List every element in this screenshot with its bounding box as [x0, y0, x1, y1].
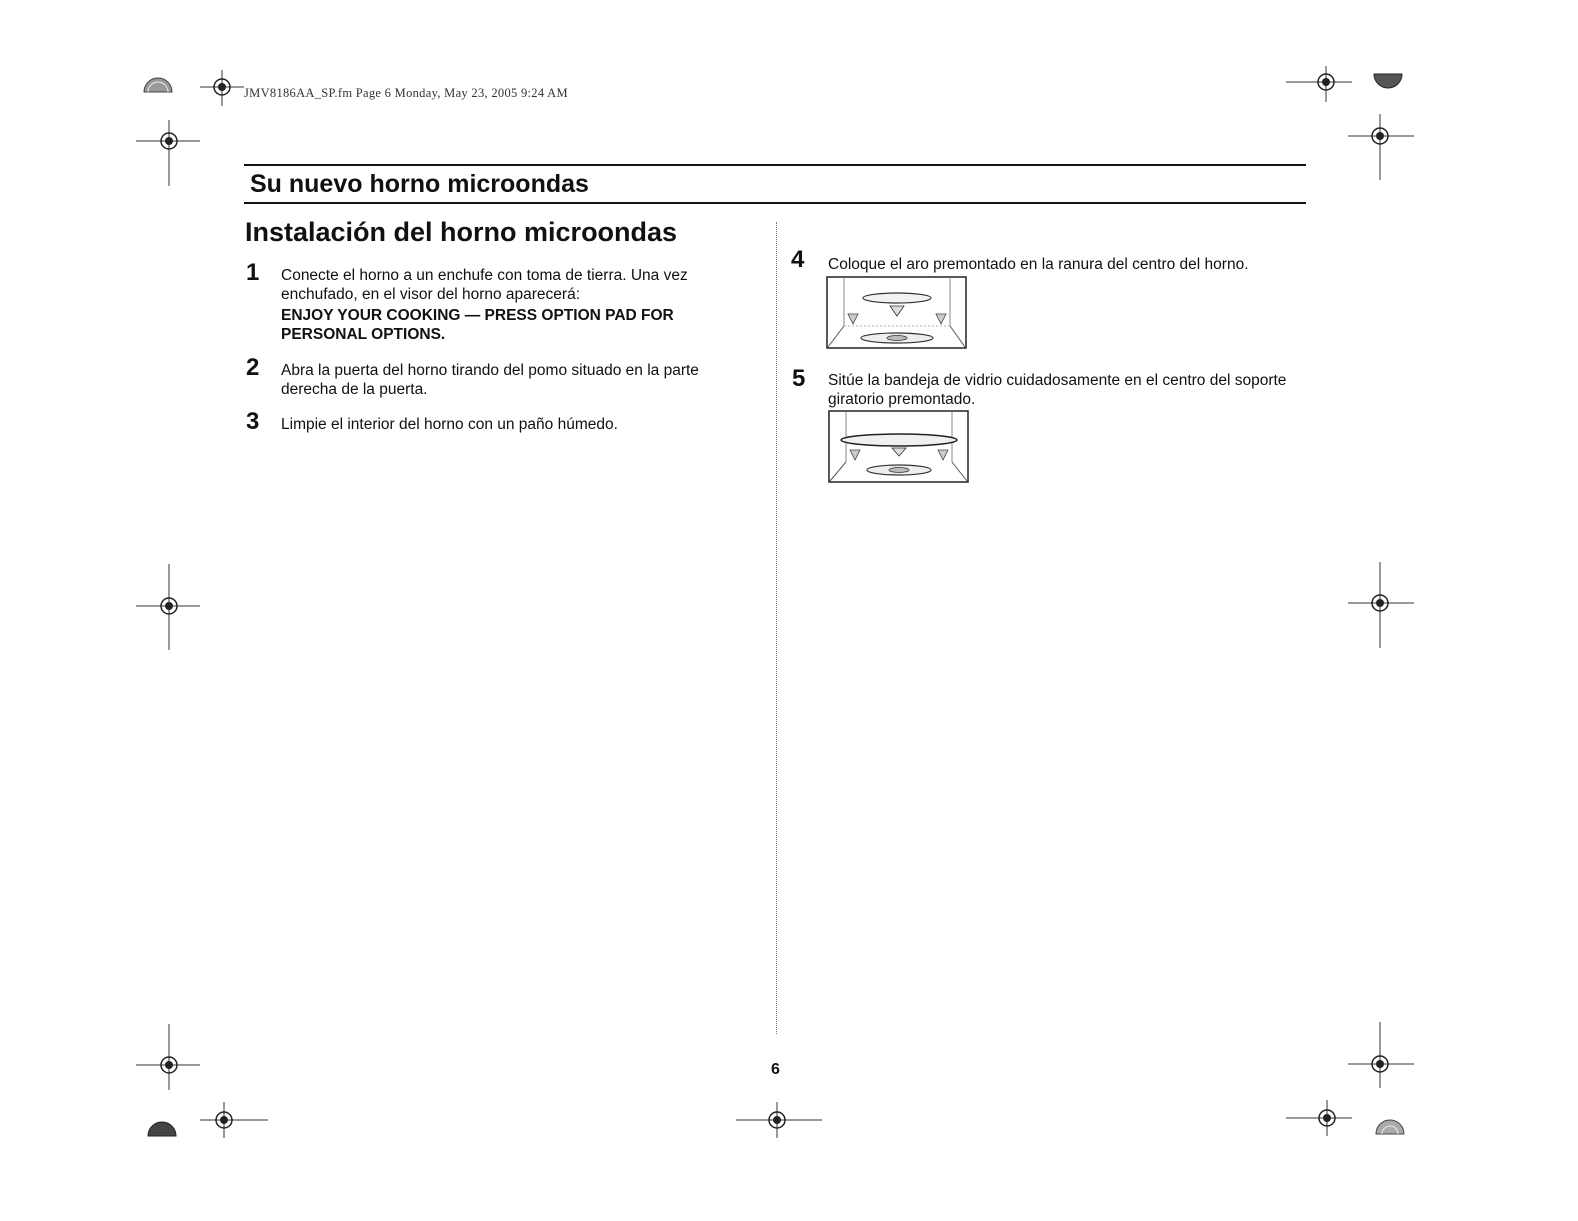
step-number: 4 [791, 246, 805, 273]
registration-mark-icon [1346, 112, 1416, 182]
registration-mark-icon [134, 1022, 204, 1092]
step-text: Conecte el horno a un enchufe con toma de tierra. Una vez enchufado, en el visor del horno aparecerá: [281, 267, 688, 303]
section-underline [244, 202, 1306, 204]
step-number: 5 [792, 365, 806, 392]
registration-mark-icon [1346, 560, 1416, 650]
registration-mark-icon [198, 1100, 270, 1140]
registration-mark-icon [134, 118, 204, 188]
registration-mark-icon [1284, 1098, 1354, 1138]
registration-mark-icon [198, 70, 248, 110]
file-header: JMV8186AA_SP.fm Page 6 Monday, May 23, 2005 9:24 AM [244, 86, 568, 100]
color-target-icon [1370, 66, 1406, 94]
step-text: Coloque el aro premontado en la ranura del centro del horno. [828, 256, 1249, 273]
step-text: Limpie el interior del horno con un paño húmedo. [281, 416, 618, 433]
column-divider [776, 222, 777, 1034]
registration-mark-icon [134, 562, 204, 652]
glass-tray-illustration [828, 410, 970, 484]
step-number: 2 [246, 354, 260, 381]
top-rule [244, 164, 1306, 166]
step-number: 1 [246, 259, 260, 286]
registration-mark-icon [1284, 64, 1354, 104]
display-message: ENJOY YOUR COOKING — PRESS OPTION PAD FOR PERSONAL OPTIONS. [281, 307, 674, 343]
ring-installation-illustration [826, 276, 968, 350]
color-target-icon [144, 1112, 180, 1140]
section-title: Su nuevo horno microondas [250, 170, 589, 198]
color-target-icon [140, 70, 176, 98]
color-target-icon [1372, 1110, 1408, 1138]
step-text: Abra la puerta del horno tirando del pomo situado en la parte derecha de la puerta. [281, 362, 699, 398]
page-heading: Instalación del horno microondas [245, 217, 678, 247]
page-number: 6 [771, 1061, 780, 1078]
registration-mark-icon [1346, 1020, 1416, 1090]
step-text: Sitúe la bandeja de vidrio cuidadosamente en el centro del soporte giratorio premontado. [828, 372, 1287, 408]
step-number: 3 [246, 408, 260, 435]
registration-mark-icon [734, 1100, 824, 1140]
